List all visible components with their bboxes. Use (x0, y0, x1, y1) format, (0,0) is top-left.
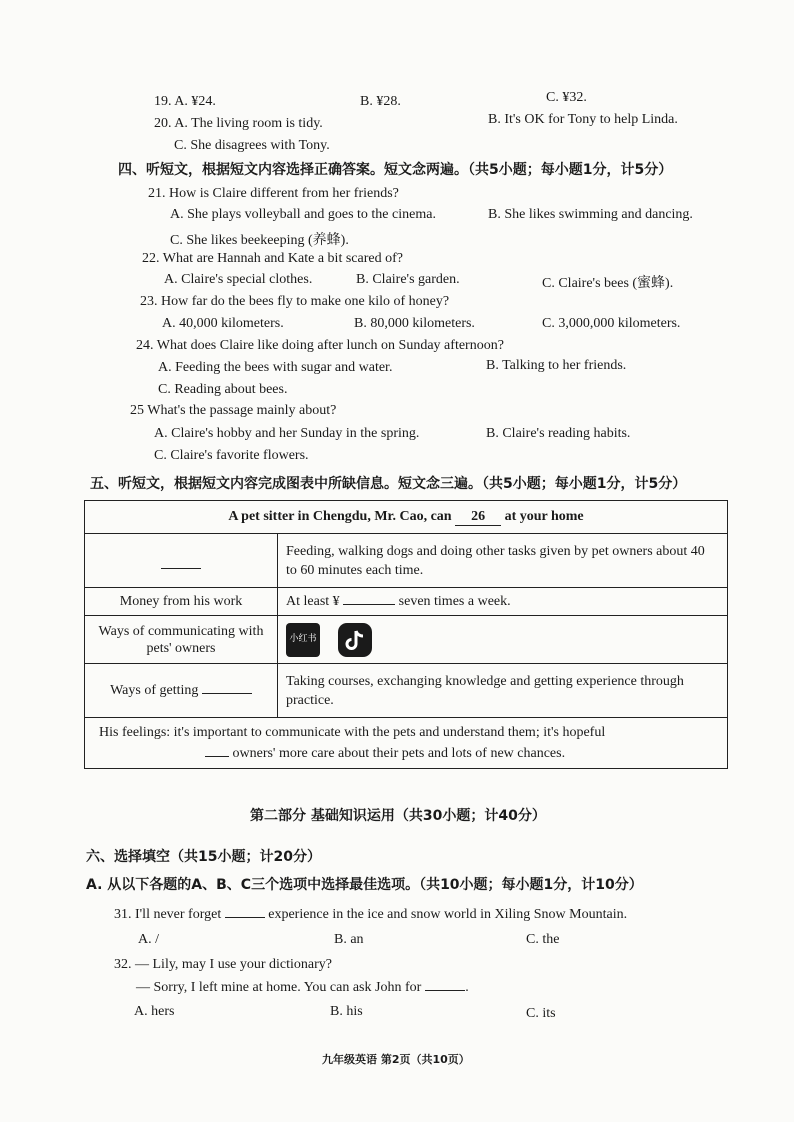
q19-option-b: B. ¥28. (360, 94, 401, 109)
q22-option-b: B. Claire's garden. (356, 272, 460, 287)
blank-30 (205, 756, 229, 757)
q25-option-a: A. Claire's hobby and her Sunday in the spring. (154, 426, 420, 441)
q24-option-c: C. Reading about bees. (158, 382, 288, 397)
q31-option-a: A. / (138, 932, 159, 947)
blank-26: 26 (455, 509, 501, 526)
row-money-label: Money from his work (85, 588, 278, 616)
blank-27 (161, 568, 201, 569)
row-money-text: At least ¥ seven times a week. (278, 588, 728, 616)
q32-line1: 32. — Lily, may I use your dictionary? (114, 957, 332, 972)
blank-29 (202, 693, 252, 694)
q21-option-c: C. She likes beekeeping (养蜂). (170, 233, 349, 248)
q25-option-b: B. Claire's reading habits. (486, 426, 631, 441)
q22-option-c: C. Claire's bees (蜜蜂). (542, 276, 674, 291)
blank-28 (343, 604, 395, 605)
q32-option-b: B. his (330, 1004, 363, 1019)
table-header: A pet sitter in Chengdu, Mr. Cao, can 26 at your home (85, 501, 728, 534)
q21-option-b: B. She likes swimming and dancing. (488, 207, 693, 222)
tiktok-icon (338, 623, 372, 657)
q20-option-b: B. It's OK for Tony to help Linda. (488, 112, 678, 127)
q23-option-a: A. 40,000 kilometers. (162, 316, 284, 331)
q32-line2: — Sorry, I left mine at home. You can ask John for . (136, 980, 469, 995)
q31-option-b: B. an (334, 932, 364, 947)
section5-title: 五、听短文，根据短文内容完成图表中所缺信息。短文念三遍。（共5小题；每小题1分，计5分） (90, 476, 687, 492)
q32-option-c: C. its (526, 1006, 556, 1021)
pet-sitter-table (84, 500, 728, 769)
q24-option-a: A. Feeding the bees with sugar and water. (158, 360, 393, 375)
row-duties-text: Feeding, walking dogs and doing other tasks given by pet owners about 40 to 60 minutes each time. (278, 534, 728, 588)
q24-option-b: B. Talking to her friends. (486, 358, 627, 373)
q25-option-c: C. Claire's favorite flowers. (154, 448, 309, 463)
q19-num: 19. (154, 94, 172, 109)
q21-option-a: A. She plays volleyball and goes to the cinema. (170, 207, 436, 222)
q24-stem: 24. What does Claire like doing after lunch on Sunday afternoon? (136, 338, 504, 353)
q20-option-a: A. The living room is tidy. (174, 116, 323, 131)
q22-option-a: A. Claire's special clothes. (164, 272, 313, 287)
q31-stem: 31. I'll never forget experience in the ice and snow world in Xiling Snow Mountain. (114, 907, 628, 922)
sectionA-title: A. 从以下各题的A、B、C三个选项中选择最佳选项。（共10小题；每小题1分，计10分） (86, 877, 643, 893)
q19-option-c: C. ¥32. (546, 90, 587, 105)
row-duties-label (85, 534, 278, 588)
q23-option-c: C. 3,000,000 kilometers. (542, 316, 681, 331)
q23-option-b: B. 80,000 kilometers. (354, 316, 475, 331)
section6-title: 六、选择填空（共15小题；计20分） (86, 849, 321, 865)
q21-stem: 21. How is Claire different from her friends? (148, 186, 399, 201)
row-communicating-apps (278, 616, 728, 664)
q20-option-c: C. She disagrees with Tony. (174, 138, 330, 153)
q20-num: 20. (154, 116, 172, 131)
row-feelings: His feelings: it's important to communicate with the pets and understand them; it's hopeful owners' more care about their pets and lots of new chances. (85, 718, 728, 769)
page-footer: 九年级英语 第2页（共10页） (322, 1053, 470, 1066)
q31-option-c: C. the (526, 932, 560, 947)
q32-blank (425, 990, 465, 991)
q23-stem: 23. How far do the bees fly to make one kilo of honey? (140, 294, 450, 309)
q19-row (154, 94, 216, 110)
xiaohongshu-icon: 小红书 (286, 623, 320, 657)
q19-option-a: A. ¥24. (174, 94, 216, 109)
q22-stem: 22. What are Hannah and Kate a bit scared of? (142, 251, 403, 266)
q25-stem: 25 What's the passage mainly about? (130, 403, 337, 418)
q32-option-a: A. hers (134, 1004, 175, 1019)
row-skills-text: Taking courses, exchanging knowledge and getting experience through practice. (278, 664, 728, 718)
row-communicating-label: Ways of communicating with pets' owners (85, 616, 278, 664)
part2-title: 第二部分 基础知识运用（共30小题；计40分） (250, 808, 546, 824)
q20-row (154, 116, 323, 132)
section4-title: 四、听短文，根据短文内容选择正确答案。短文念两遍。（共5小题；每小题1分，计5分） (118, 162, 673, 178)
row-skills-label: Ways of getting (85, 664, 278, 718)
q31-blank (225, 917, 265, 918)
